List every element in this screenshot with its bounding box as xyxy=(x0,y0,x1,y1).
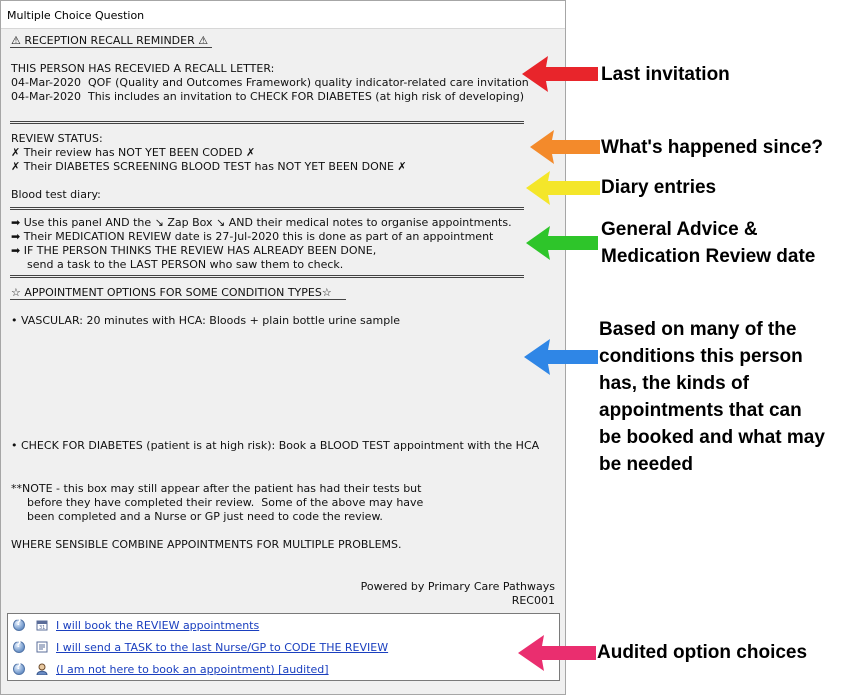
letter-intro: THIS PERSON HAS RECEVIED A RECALL LETTER: xyxy=(11,62,275,75)
divider xyxy=(10,207,524,210)
task-icon xyxy=(36,641,48,653)
annotation-happened-since: What's happened since? xyxy=(601,137,823,158)
appointment-heading: ☆ APPOINTMENT OPTIONS FOR SOME CONDITION TYPES☆ xyxy=(11,286,332,299)
protocol-code: REC001 xyxy=(511,594,555,607)
question-radio-icon[interactable] xyxy=(13,663,25,675)
svg-text:31: 31 xyxy=(39,625,46,631)
note-line: **NOTE - this box may still appear after the patient has had their tests but xyxy=(11,482,422,495)
annotation-line: be needed xyxy=(599,454,693,475)
annotation-line: be booked and what may xyxy=(599,427,825,448)
orange-arrow xyxy=(530,128,604,166)
annotation-last-invitation: Last invitation xyxy=(601,64,730,85)
option-label[interactable]: I will book the REVIEW appointments xyxy=(56,619,260,632)
dialog-titlebar xyxy=(1,1,565,29)
powered-by: Powered by Primary Care Pathways xyxy=(360,580,555,593)
review-status-line: ✗ Their DIABETES SCREENING BLOOD TEST has NOT YET BEEN DONE ✗ xyxy=(11,160,407,173)
appointment-heading-underline xyxy=(10,299,346,300)
message-panel xyxy=(1,29,565,609)
divider xyxy=(10,121,524,124)
yellow-arrow xyxy=(526,170,604,206)
note-line: before they have completed their review. Some of the above may have xyxy=(27,496,424,509)
advice-line: ➡ IF THE PERSON THINKS THE REVIEW HAS ALREADY BEEN DONE, xyxy=(11,244,377,257)
option-send-task[interactable] xyxy=(8,638,559,658)
letter-line: 04-Mar-2020 QOF (Quality and Outcomes Framework) quality indicator-related care invitation xyxy=(11,76,529,89)
advice-line: send a task to the LAST PERSON who saw them to check. xyxy=(27,258,344,271)
annotation-line: Based on many of the xyxy=(599,319,797,340)
annotation-line: General Advice & xyxy=(601,219,758,240)
question-radio-icon[interactable] xyxy=(13,619,25,631)
review-status-line: ✗ Their review has NOT YET BEEN CODED ✗ xyxy=(11,146,256,159)
annotation-line: Medication Review date xyxy=(601,246,816,267)
advice-line: ➡ Their MEDICATION REVIEW date is 27-Jul-2020 this is done as part of an appointment xyxy=(11,230,494,243)
annotation-based-on xyxy=(599,316,825,478)
blue-arrow xyxy=(524,337,602,377)
pink-arrow xyxy=(518,633,600,673)
annotation-diary-entries: Diary entries xyxy=(601,177,717,198)
divider xyxy=(10,275,524,278)
annotation-line: appointments that can xyxy=(599,400,802,421)
combine-line: WHERE SENSIBLE COMBINE APPOINTMENTS FOR MULTIPLE PROBLEMS. xyxy=(11,538,402,551)
heading-underline xyxy=(10,47,212,48)
option-label[interactable]: I will send a TASK to the last Nurse/GP to CODE THE REVIEW xyxy=(56,641,389,654)
option-book-review[interactable] xyxy=(8,616,559,636)
reminder-heading: ⚠ RECEPTION RECALL REMINDER ⚠ xyxy=(11,34,209,47)
annotation-audited: Audited option choices xyxy=(597,642,808,663)
annotation-general-advice xyxy=(601,216,815,270)
annotation-line: has, the kinds of xyxy=(599,373,749,394)
diabetes-line: • CHECK FOR DIABETES (patient is at high risk): Book a BLOOD TEST appointment with the HCA xyxy=(11,439,540,452)
question-radio-icon[interactable] xyxy=(13,641,25,653)
review-status-label: REVIEW STATUS: xyxy=(11,132,103,145)
option-not-booking[interactable] xyxy=(8,660,559,680)
calendar-icon xyxy=(36,619,48,631)
option-label[interactable]: (I am not here to book an appointment) [audited] xyxy=(56,663,329,676)
annotation-line: conditions this person xyxy=(599,346,803,367)
person-icon xyxy=(36,663,48,675)
letter-line: 04-Mar-2020 This includes an invitation to CHECK FOR DIABETES (at high risk of developing) xyxy=(11,90,524,103)
vascular-line: • VASCULAR: 20 minutes with HCA: Bloods + plain bottle urine sample xyxy=(11,314,401,327)
dialog-title: Multiple Choice Question xyxy=(7,9,145,22)
note-line: been completed and a Nurse or GP just need to code the review. xyxy=(27,510,383,523)
options-panel xyxy=(7,613,560,681)
red-arrow xyxy=(522,54,602,94)
diary-label: Blood test diary: xyxy=(11,188,101,201)
advice-line: ➡ Use this panel AND the ↘ Zap Box ↘ AND their medical notes to organise appointments. xyxy=(11,216,512,229)
green-arrow xyxy=(526,224,602,262)
